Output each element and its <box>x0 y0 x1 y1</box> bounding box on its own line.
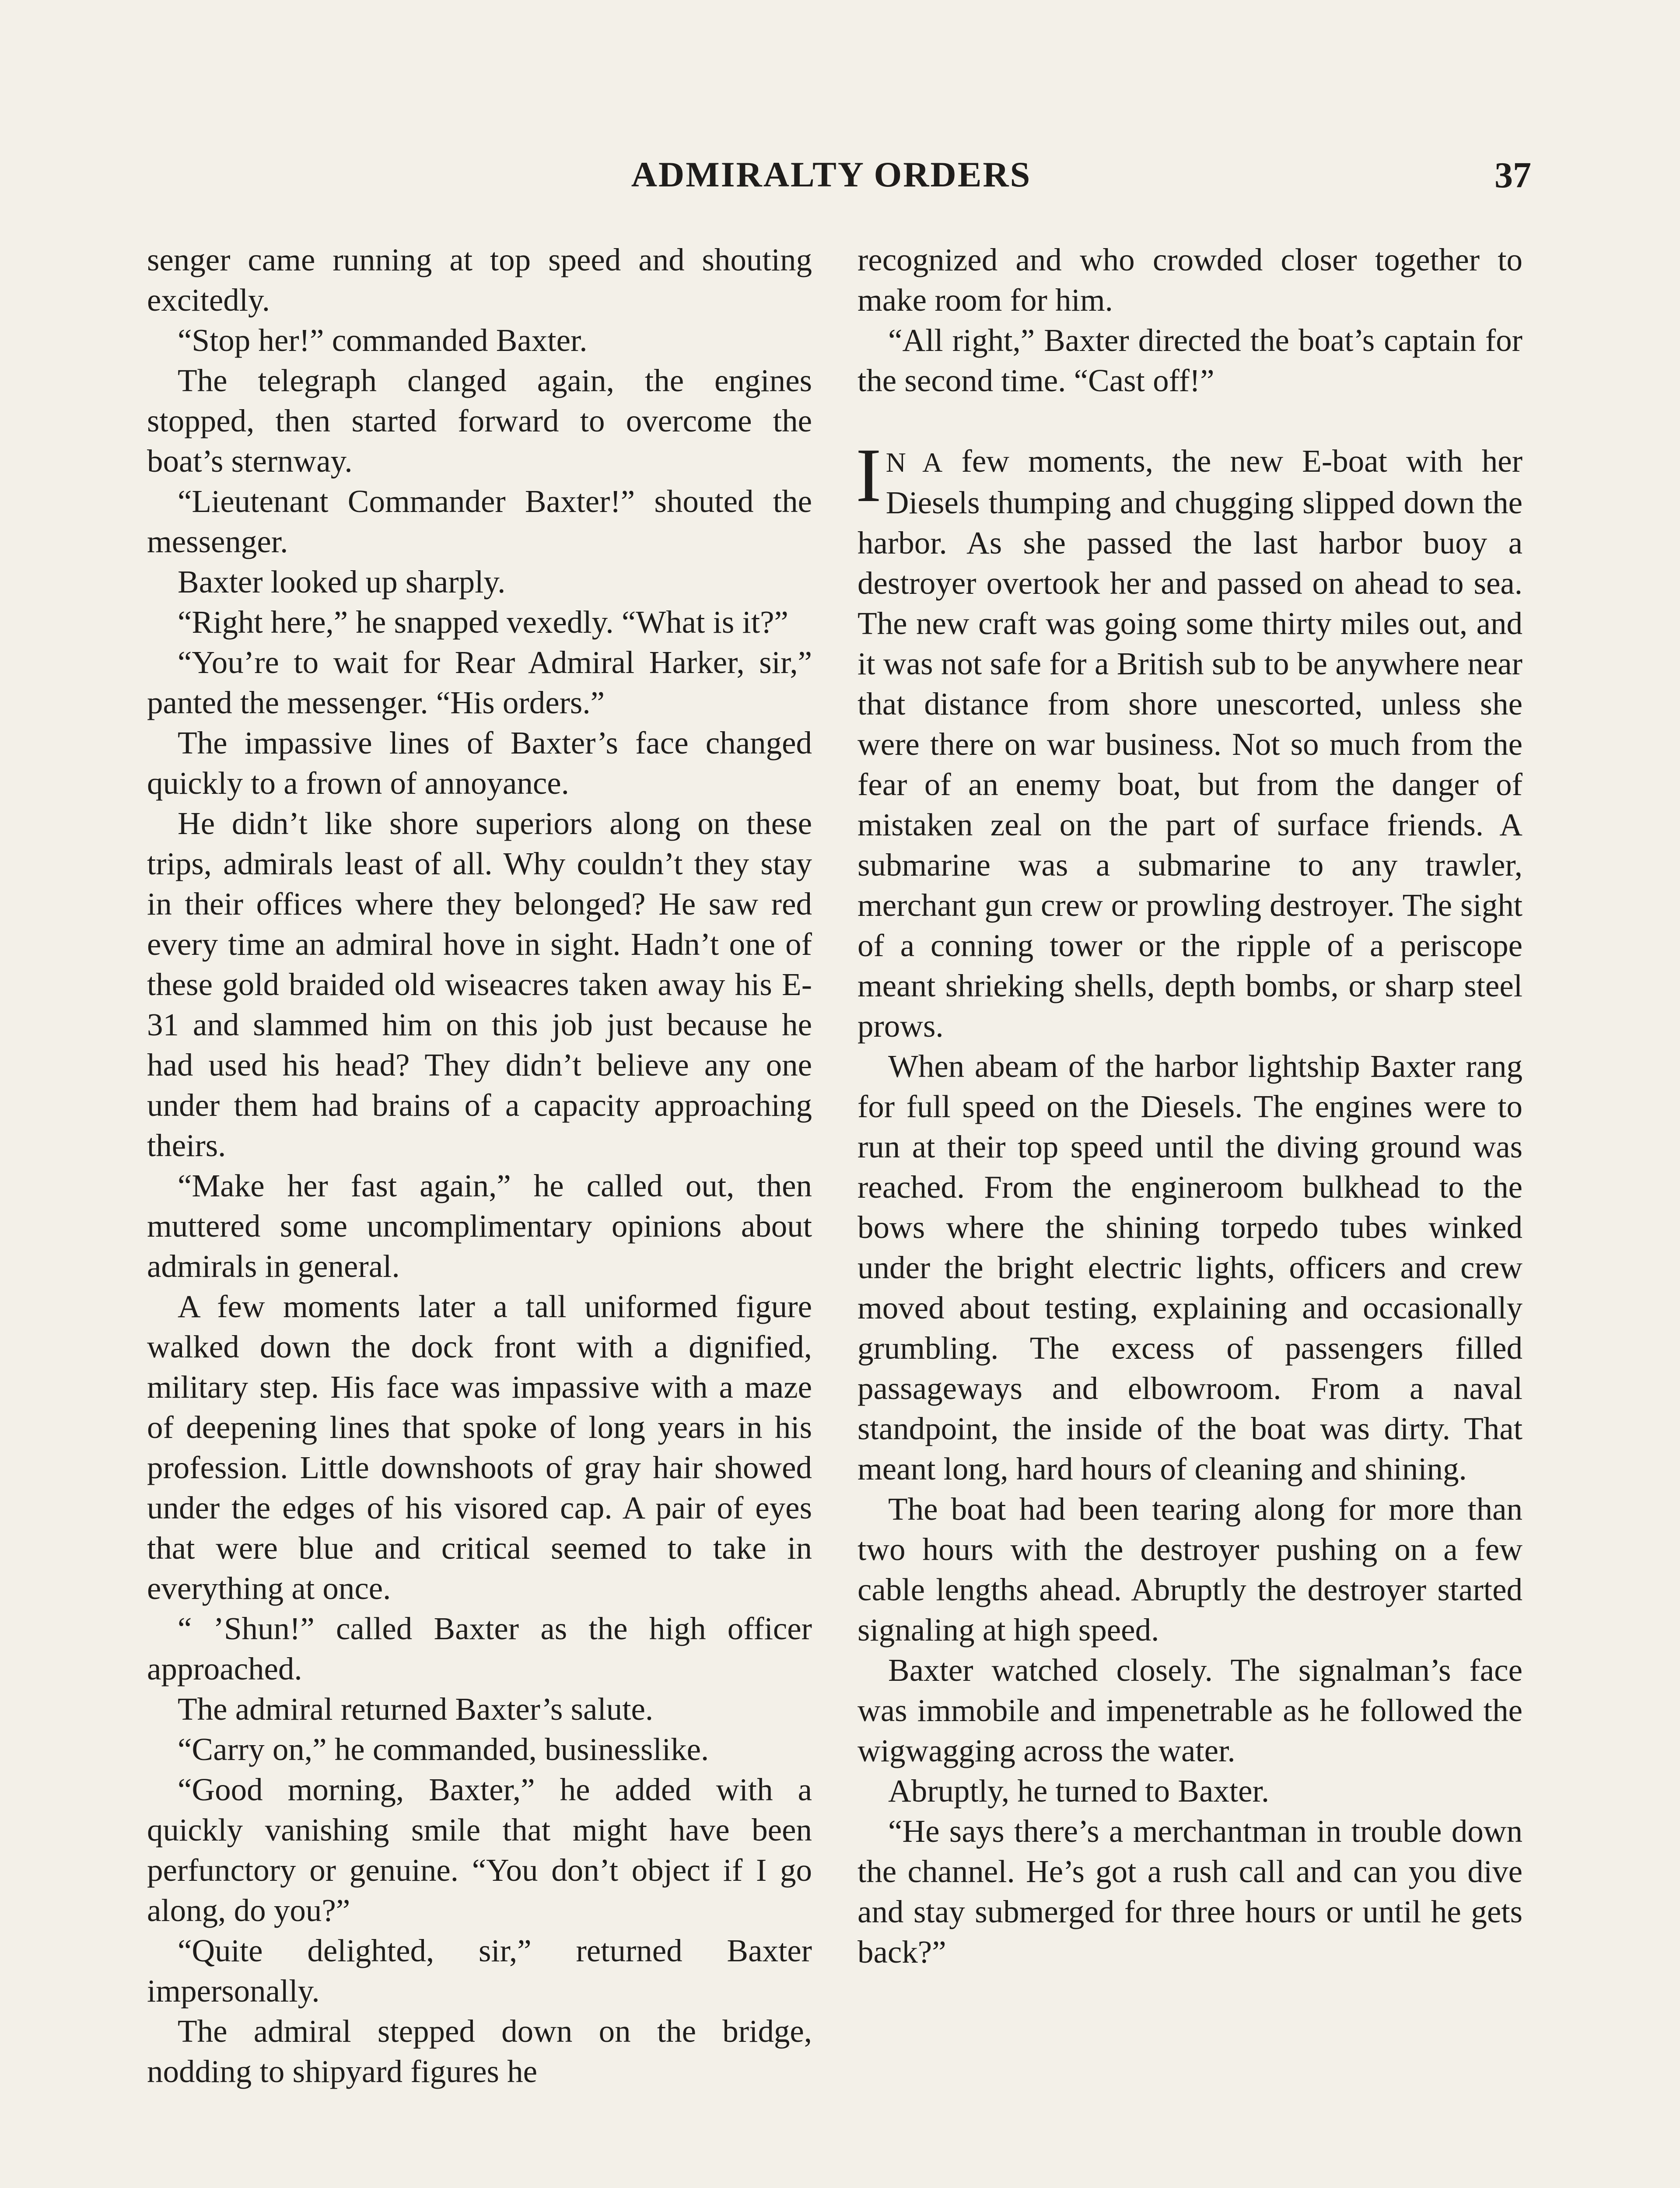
opening-text: few moments, the new E-boat with her Diesels thumping and chugging slipped down the harbor. As she passed the last harbor buoy a destroyer overtook her and passed on ahead to sea. The new craft was going some thirty miles out, and it was not safe for a British sub to be anywhere near that distance from shore unescorted, unless she were there on war business. Not so much from the fear of an enemy boat, but from the danger of mistaken zeal on the part of surface friends. A submarine was a submarine to any trawler, merchant gun crew or prowling destroyer. The sight of a conning tower or the ripple of a periscope meant shrieking shells, depth bombs, or sharp steel prows. <box>858 443 1523 1044</box>
paragraph: The admiral returned Baxter’s salute. <box>178 1691 654 1727</box>
paragraph: Baxter looked up sharply. <box>178 564 506 600</box>
page-number: 37 <box>1494 155 1531 196</box>
paragraph: The boat had been tearing along for more than two hours with the destroyer pushing on a few cable lengths ahead. Abruptly the destroyer started signaling at high speed. <box>858 1491 1522 1648</box>
paragraph: Baxter watched closely. The signalman’s face was immobile and impenetrable as he followed the wigwagging across the water. <box>858 1652 1522 1768</box>
paragraph: The admiral stepped down on the bridge, nodding to shipyard figures he <box>147 2013 812 2089</box>
running-title: ADMIRALTY ORDERS <box>631 154 1032 194</box>
page-header <box>131 154 1531 198</box>
paragraph: “Quite delighted, sir,” returned Baxter impersonally. <box>147 1933 812 2009</box>
paragraph: “Carry on,” he commanded, businesslike. <box>178 1732 709 1767</box>
paragraph: “Good morning, Baxter,” he added with a quickly vanishing smile that might have been perfunctory or genuine. “You don’t object if I go along, do you?” <box>147 1772 812 1928</box>
paragraph: “You’re to wait for Rear Admiral Harker, sir,” panted the messenger. “His orders.” <box>147 645 812 720</box>
drop-cap: I <box>856 433 882 518</box>
paragraph: When abeam of the harbor lightship Baxter rang for full speed on the Diesels. The engines were to run at their top speed until the diving ground was reached. From the engineroom bulkhead to the bows where the shining torpedo tubes winked under the bright electric lights, officers and crew moved about testing, explaining and occasionally grumbling. The excess of passengers filled passageways and elbowroom. From a naval standpoint, the inside of the boat was dirty. That meant long, hard hours of cleaning and shining. <box>858 1048 1522 1487</box>
paragraph: The telegraph clanged again, the engines stopped, then started forward to overcome the boat’s sternway. <box>147 363 812 479</box>
paragraph: A few moments later a tall uniformed figure walked down the dock front with a dignified, military step. His face was impassive with a maze of deepening lines that spoke of long years in his profession. Little downshoots of gray hair showed under the edges of his visored cap. A pair of eyes that were blue and critical seemed to take in everything at once. <box>147 1289 812 1606</box>
paragraph: “He says there’s a merchantman in trouble down the channel. He’s got a rush call and can you dive and stay submerged for three hours or until he gets back?” <box>858 1813 1522 1970</box>
paragraph: “Lieutenant Commander Baxter!” shouted the messenger. <box>147 484 812 559</box>
section-opening-paragraph <box>856 433 1523 1046</box>
paragraph: “ ’Shun!” called Baxter as the high officer approached. <box>147 1611 812 1687</box>
paragraph: “Stop her!” commanded Baxter. <box>178 323 588 358</box>
paragraph: “All right,” Baxter directed the boat’s captain for the second time. “Cast off!” <box>858 323 1522 398</box>
paragraph: He didn’t like shore superiors along on these trips, admirals least of all. Why couldn’t they stay in their offices where they belonged? He saw red every time an admiral hove in sight. Hadn’t one of these gold braided old wiseacres taken away his E-31 and slammed him on this job just because he had used his head? They didn’t believe any one under them had brains of a capacity approaching theirs. <box>147 806 812 1163</box>
paragraph: senger came running at top speed and shouting excitedly. <box>147 242 812 318</box>
section-break <box>856 433 1523 1972</box>
right-column <box>858 240 1522 1972</box>
paragraph: “Right here,” he snapped vexedly. “What is it?” <box>178 604 788 640</box>
paragraph: Abruptly, he turned to Baxter. <box>888 1773 1270 1809</box>
paragraph: The impassive lines of Baxter’s face changed quickly to a frown of annoyance. <box>147 725 812 801</box>
paragraph: recognized and who crowded closer together to make room for him. <box>858 242 1522 318</box>
paragraph: “Make her fast again,” he called out, then muttered some uncomplimentary opinions about admirals in general. <box>147 1168 812 1284</box>
left-column <box>147 240 812 2092</box>
small-caps-lead: N A <box>886 447 943 478</box>
